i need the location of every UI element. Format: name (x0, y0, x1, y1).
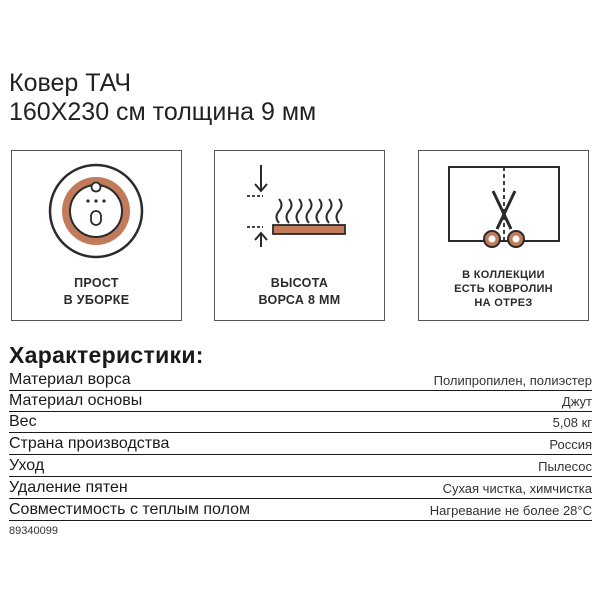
feature-card-cut-to-size (418, 150, 589, 321)
spec-name: Совместимость с теплым полом (9, 501, 251, 518)
specs-heading: Характеристики: (9, 342, 204, 368)
spec-value: Полипропилен, полиэстер (433, 373, 592, 388)
spec-row-care (9, 455, 592, 477)
product-size-thickness: 160X230 см толщина 9 мм (9, 98, 317, 126)
spec-name: Вес (9, 413, 37, 430)
article-number: 89340099 (9, 525, 58, 537)
feature-label-line2: ЕСТЬ КОВРОЛИН (454, 283, 553, 295)
feature-label-line2: В УБОРКЕ (63, 293, 130, 307)
spec-row-stain-removal (9, 477, 592, 499)
spec-row-weight (9, 411, 592, 433)
feature-label-line3: НА ОТРЕЗ (474, 297, 533, 309)
spec-value: 5,08 кг (552, 415, 592, 430)
spec-row-backing-material (9, 390, 592, 412)
spec-value: Пылесос (538, 459, 592, 474)
feature-card-pile-height (214, 150, 385, 321)
feature-label-line1: ВЫСОТА (270, 276, 329, 290)
spec-value: Россия (549, 437, 592, 452)
spec-name: Уход (9, 457, 45, 474)
spec-value: Нагревание не более 28°C (429, 503, 592, 518)
spec-row-pile-material (9, 369, 592, 391)
feature-card-easy-cleaning (11, 150, 182, 321)
spec-name: Страна производства (9, 435, 170, 452)
feature-label-line1: В КОЛЛЕКЦИИ (462, 269, 545, 281)
product-title: Ковер ТАЧ (9, 69, 132, 97)
spec-value: Джут (561, 394, 592, 409)
spec-name: Материал ворса (9, 371, 131, 388)
feature-label-line1: ПРОСТ (74, 276, 119, 290)
spec-value: Сухая чистка, химчистка (442, 481, 592, 496)
spec-row-floor-heating (9, 499, 592, 521)
spec-name: Удаление пятен (9, 479, 128, 496)
spec-name: Материал основы (9, 392, 143, 409)
feature-label-line2: ВОРСА 8 ММ (258, 293, 341, 307)
spec-row-country (9, 433, 592, 455)
